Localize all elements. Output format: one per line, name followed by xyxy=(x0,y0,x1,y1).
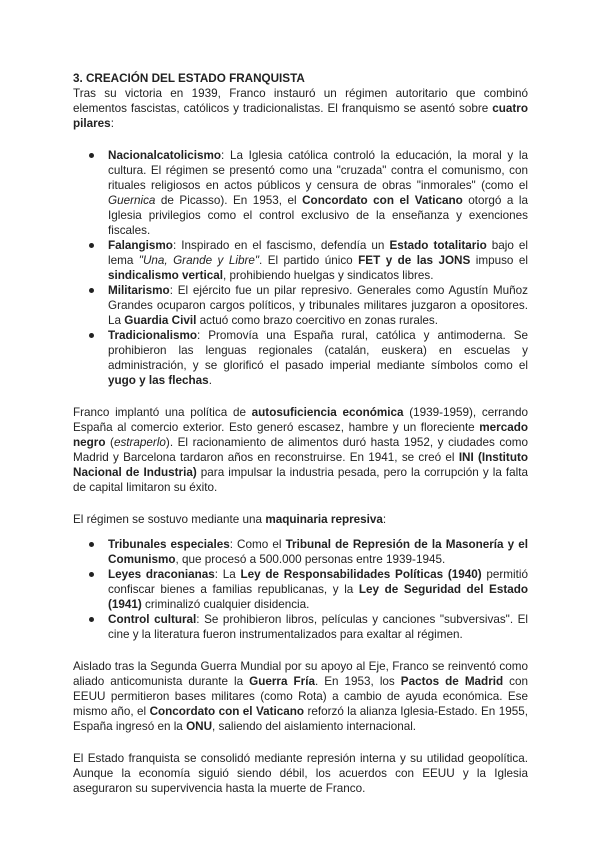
list-item-nacionalcatolicismo: Nacionalcatolicismo: La Iglesia católica controló la educación, la moral y la cultura. El régimen se presentó como una "cruzada" contra el comunismo, con rituales religiosos en actos públicos y censura de obras "inmorales" (como el Guernica de Picasso). En 1953, el Concordato con el Vaticano otorgó a la Iglesia privilegios como el control exclusivo de la enseñanza y exenciones fiscales. xyxy=(73,148,528,238)
intro-paragraph: Tras su victoria en 1939, Franco instauró un régimen autoritario que combinó elementos fascistas, católicos y tradicionalistas. El franquismo se asentó sobre cuatro pilares: xyxy=(73,87,528,130)
bullet-icon xyxy=(89,617,94,622)
represion-list xyxy=(73,537,528,642)
bullet-icon xyxy=(89,243,94,248)
list-item-control-cultural: Control cultural: Se prohibieron libros, películas y canciones "subversivas". El cine y la literatura fueron instrumentalizados para exaltar al régimen. xyxy=(73,612,528,642)
bullet-icon xyxy=(89,153,94,158)
document-page xyxy=(73,71,528,796)
represion-intro-paragraph: El régimen se sostuvo mediante una maquinaria represiva: xyxy=(73,513,387,526)
bullet-icon xyxy=(89,288,94,293)
conclusion-paragraph: El Estado franquista se consolidó mediante represión interna y su utilidad geopolítica. Aunque la economía siguió siendo débil, los acuerdos con EEUU y la Iglesia aseguraron su supervivencia hasta la muerte de Franco. xyxy=(73,752,528,795)
bullet-icon xyxy=(89,542,94,547)
list-item-militarismo: Militarismo: El ejército fue un pilar represivo. Generales como Agustín Muñoz Grandes ocuparon cargos políticos, y tribunales militares juzgaron a opositores. La Guardia Civil actuó como brazo coercitivo en zonas rurales. xyxy=(73,283,528,328)
pilares-list xyxy=(73,148,528,388)
exterior-paragraph: Aislado tras la Segunda Guerra Mundial por su apoyo al Eje, Franco se reinventó como aliado anticomunista durante la Guerra Fría. En 1953, los Pactos de Madrid con EEUU permitieron bases militares (como Rota) a cambio de ayuda económica. Ese mismo año, el Concordato con el Vaticano reforzó la alianza Iglesia-Estado. En 1955, España ingresó en la ONU, saliendo del aislamiento internacional. xyxy=(73,660,528,733)
list-item-leyes: Leyes draconianas: La Ley de Responsabilidades Políticas (1940) permitió confiscar bienes a familias republicanas, y la Ley de Seguridad del Estado (1941) criminalizó cualquier disidencia. xyxy=(73,567,528,612)
list-item-tradicionalismo: Tradicionalismo: Promovía una España rural, católica y antimoderna. Se prohibieron las lenguas regionales (catalán, euskera) en escuelas y administración, y se glorificó el pasado imperial mediante símbolos como el yugo y las flechas. xyxy=(73,328,528,388)
section-title: 3. CREACIÓN DEL ESTADO FRANQUISTA xyxy=(73,72,305,85)
list-item-falangismo: Falangismo: Inspirado en el fascismo, defendía un Estado totalitario bajo el lema "Una, Grande y Libre". El partido único FET y de las JONS impuso el sindicalismo vertical, prohibiendo huelgas y sindicatos libres. xyxy=(73,238,528,283)
economia-paragraph: Franco implantó una política de autosuficiencia económica (1939-1959), cerrando España al comercio exterior. Esto generó escasez, hambre y un floreciente mercado negro (estraperlo). El racionamiento de alimentos duró hasta 1952, y ciudades como Madrid y Barcelona tardaron años en reconstruirse. En 1941, se creó el INI (Instituto Nacional de Industria) para impulsar la industria pesada, pero la corrupción y la falta de capital limitaron su éxito. xyxy=(73,406,529,494)
list-item-tribunales: Tribunales especiales: Como el Tribunal de Represión de la Masonería y el Comunismo, que procesó a 500.000 personas entre 1939-1945. xyxy=(73,537,528,567)
bullet-icon xyxy=(89,572,94,577)
bullet-icon xyxy=(89,333,94,338)
